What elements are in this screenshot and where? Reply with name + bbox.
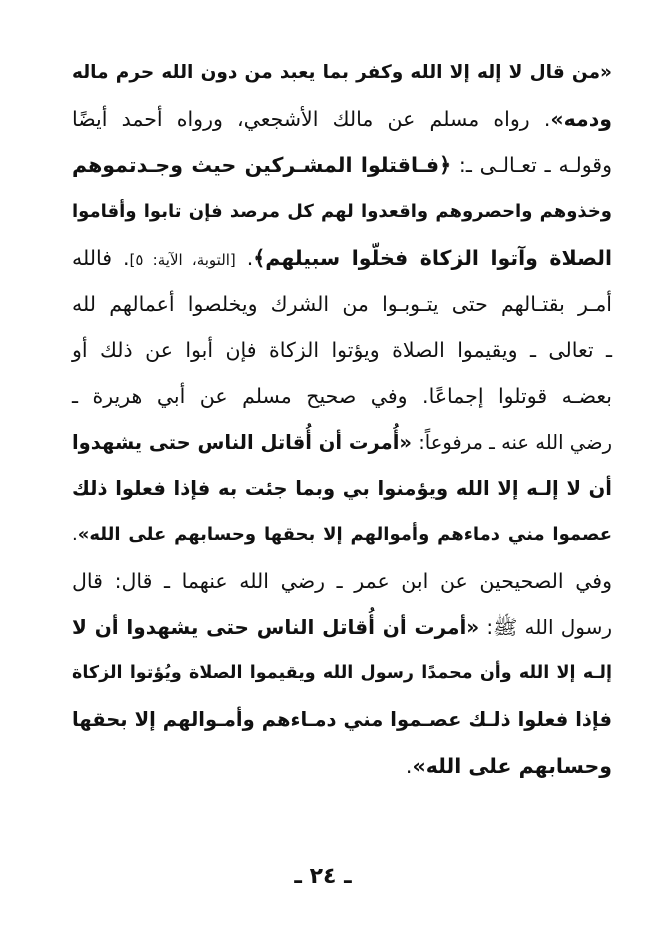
text-line (72, 466, 612, 512)
text-run: عصموا مني دماءهم وأموالهم إلا بحقها وحسابهم على الله» (77, 523, 612, 545)
text-run: وحسابهم على الله» (412, 753, 612, 778)
text-run: بعضـه قوتلوا إجماعًا. وفي صحيح مسلم عن أبي هريرة ـ (72, 384, 612, 409)
text-run: وقولـه ـ تعـالـى ـ: (451, 153, 612, 178)
text-line (72, 512, 612, 558)
text-run: «أمرت أن أُقاتل الناس حتى يشهدوا أن لا (72, 615, 480, 640)
text-run: أن لا إلـه إلا الله ويؤمنوا بي وبما جئت به فإذا فعلوا ذلك (72, 476, 612, 500)
text-run: إلـه إلا الله وأن محمدًا رسول الله ويقيموا الصلاة ويُؤتوا الزكاة (72, 663, 612, 684)
text-line (72, 558, 612, 604)
text-run: وخذوهم واحصروهم واقعدوا لهم كل مرصد فإن تابوا وأقاموا (72, 200, 612, 222)
text-run: . رواه مسلم عن مالك الأشجعي، ورواه أحمد أيضًا (72, 107, 551, 132)
text-run: رسول الله ﷺ: (479, 615, 612, 640)
text-run: «من قال لا إله إلا الله وكفر بما يعبد من دون الله حرم ماله (72, 62, 612, 83)
text-run: رضي الله عنه ـ مرفوعاً: (411, 430, 612, 454)
text-run: . (72, 523, 78, 545)
text-line (72, 189, 612, 235)
text-run: . فالله (72, 245, 130, 270)
text-run: ﴿فـاقتلوا المشـركين حيث وجـدتموهم (72, 153, 452, 178)
text-line (72, 420, 612, 466)
text-line (72, 743, 612, 789)
text-line (72, 50, 612, 96)
body-text (72, 50, 612, 789)
text-run: ـ تعالى ـ ويقيموا الصلاة ويؤتوا الزكاة فإن أبوا عن ذلك أو (72, 338, 612, 363)
text-run: فإذا فعلوا ذلـك عصـموا مني دمـاءهم وأمـوالهم إلا بحقها (72, 707, 612, 731)
text-run: وفي الصحيحين عن ابن عمر ـ رضي الله عنهما ـ قال: قال (72, 569, 612, 594)
text-run: . (235, 245, 254, 270)
text-line (72, 235, 612, 281)
text-line (72, 142, 612, 188)
text-line (72, 281, 612, 327)
text-line (72, 96, 612, 142)
text-line (72, 373, 612, 419)
text-run: الصلاة وآتوا الزكاة فخلّوا سبيلهم﴾ (253, 245, 613, 270)
text-line (72, 650, 612, 696)
text-run: ودمه» (550, 107, 612, 132)
text-run: أمـر بقتـالهم حتى يتـوبـوا من الشرك ويخلصوا أعمالهم لله (72, 291, 612, 316)
text-line (72, 697, 612, 743)
text-line (72, 604, 612, 650)
text-run: «أُمرت أن أُقاتل الناس حتى يشهدوا (72, 430, 412, 454)
text-run: [التوبة، الآية: ٥] (129, 250, 236, 269)
page-number: ـ ٢٤ ـ (294, 864, 352, 889)
text-line (72, 327, 612, 373)
text-run: . (405, 753, 413, 778)
